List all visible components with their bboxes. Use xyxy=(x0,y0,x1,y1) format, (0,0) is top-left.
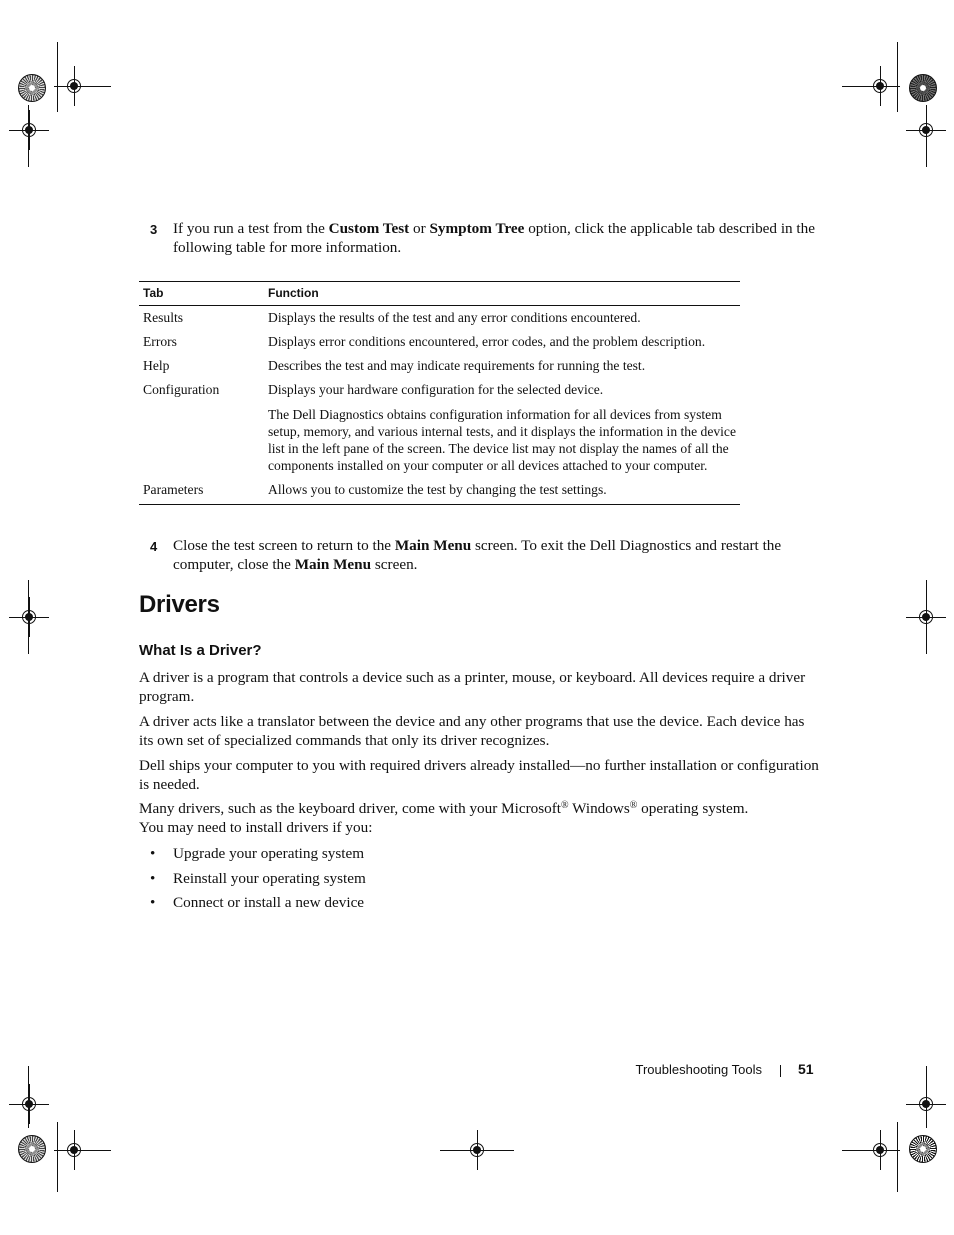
step-text: Close the test screen to return to the xyxy=(173,537,395,554)
registration-star-icon xyxy=(18,74,46,102)
tab-cell: Errors xyxy=(143,334,177,349)
step-text: screen. To exit the Dell Diagnostics and restart the computer, close the xyxy=(173,537,782,573)
paragraph: A driver acts like a translator between the device and any other programs that use the device. Each device has its own set of specialized commands that only its driver recognizes. xyxy=(139,713,805,749)
table-row xyxy=(139,354,740,378)
table-row xyxy=(139,402,740,478)
step-text: screen. xyxy=(371,556,418,573)
step-3-text xyxy=(173,219,819,257)
list-item: Upgrade your operating system xyxy=(173,845,365,862)
step-number: 4 xyxy=(150,539,158,554)
subsection-heading: What Is a Driver? xyxy=(139,642,262,659)
table-row xyxy=(139,478,740,505)
bullet-icon: • xyxy=(150,870,156,887)
function-cell: Allows you to customize the test by changing the test settings. xyxy=(264,478,740,505)
function-cell: The Dell Diagnostics obtains configuration information for all devices from system setup, memory, and various internal tests, and it displays the information in the device list in the left pane of the screen. The device list may not display the names of all the components installed on your computer or all devices attached to your computer. xyxy=(268,407,736,473)
table-header-row xyxy=(139,282,740,306)
bullet-icon: • xyxy=(150,894,156,911)
table-row xyxy=(139,330,740,354)
function-cell: Describes the test and may indicate requirements for running the test. xyxy=(268,358,646,373)
bullet-icon: • xyxy=(150,845,156,862)
tab-cell xyxy=(139,402,264,478)
table-row xyxy=(139,306,740,331)
step-text: or xyxy=(409,220,430,237)
paragraph: Dell ships your computer to you with required drivers already installed—no further installation or configuration is needed. xyxy=(139,757,819,793)
paragraph-text: You may need to install drivers if you: xyxy=(139,819,373,836)
page-number: 51 xyxy=(798,1061,814,1077)
paragraph-text: Windows xyxy=(568,800,630,817)
step-text: option, click the applicable tab described in the following table for more information. xyxy=(173,220,815,256)
registration-star-icon xyxy=(18,1135,46,1163)
menu-option-symptom-tree: Symptom Tree xyxy=(429,220,525,237)
table-row xyxy=(139,378,740,402)
column-header-tab: Tab xyxy=(139,282,264,306)
paragraph: A driver is a program that controls a device such as a printer, mouse, or keyboard. All devices require a driver program. xyxy=(139,669,806,705)
registration-star-icon xyxy=(909,1135,937,1163)
menu-option-custom-test: Custom Test xyxy=(328,220,410,237)
paragraph-text: operating system. xyxy=(637,800,749,817)
registration-star-icon xyxy=(909,74,937,102)
step-number: 3 xyxy=(150,222,158,237)
menu-name-main-menu: Main Menu xyxy=(294,556,372,573)
crosshair-icon xyxy=(9,110,49,150)
function-cell: Displays your hardware configuration for the selected device. xyxy=(268,382,604,397)
list-item: Connect or install a new device xyxy=(173,894,365,911)
footer-section-label: Troubleshooting Tools xyxy=(635,1062,762,1077)
footer-divider xyxy=(780,1065,781,1077)
crosshair-icon xyxy=(9,597,49,637)
tab-cell: Parameters xyxy=(139,478,264,505)
registered-mark: ® xyxy=(561,800,569,811)
section-heading: Drivers xyxy=(139,591,220,618)
column-header-function: Function xyxy=(264,282,740,306)
step-text: If you run a test from the xyxy=(173,220,329,237)
tab-cell: Configuration xyxy=(143,382,220,397)
paragraph-text: Many drivers, such as the keyboard driver, come with your Microsoft xyxy=(139,800,562,817)
crosshair-icon xyxy=(9,1084,49,1124)
function-cell: Displays the results of the test and any error conditions encountered. xyxy=(268,310,641,325)
paragraph-windows xyxy=(139,799,819,837)
tab-cell: Help xyxy=(143,358,170,373)
list-item: Reinstall your operating system xyxy=(173,870,366,887)
menu-name-main-menu: Main Menu xyxy=(394,537,472,554)
tab-function-table xyxy=(139,281,740,505)
function-cell: Displays error conditions encountered, error codes, and the problem description. xyxy=(268,334,706,349)
step-4-text xyxy=(173,536,819,574)
registered-mark: ® xyxy=(629,800,638,811)
tab-cell: Results xyxy=(143,310,184,325)
